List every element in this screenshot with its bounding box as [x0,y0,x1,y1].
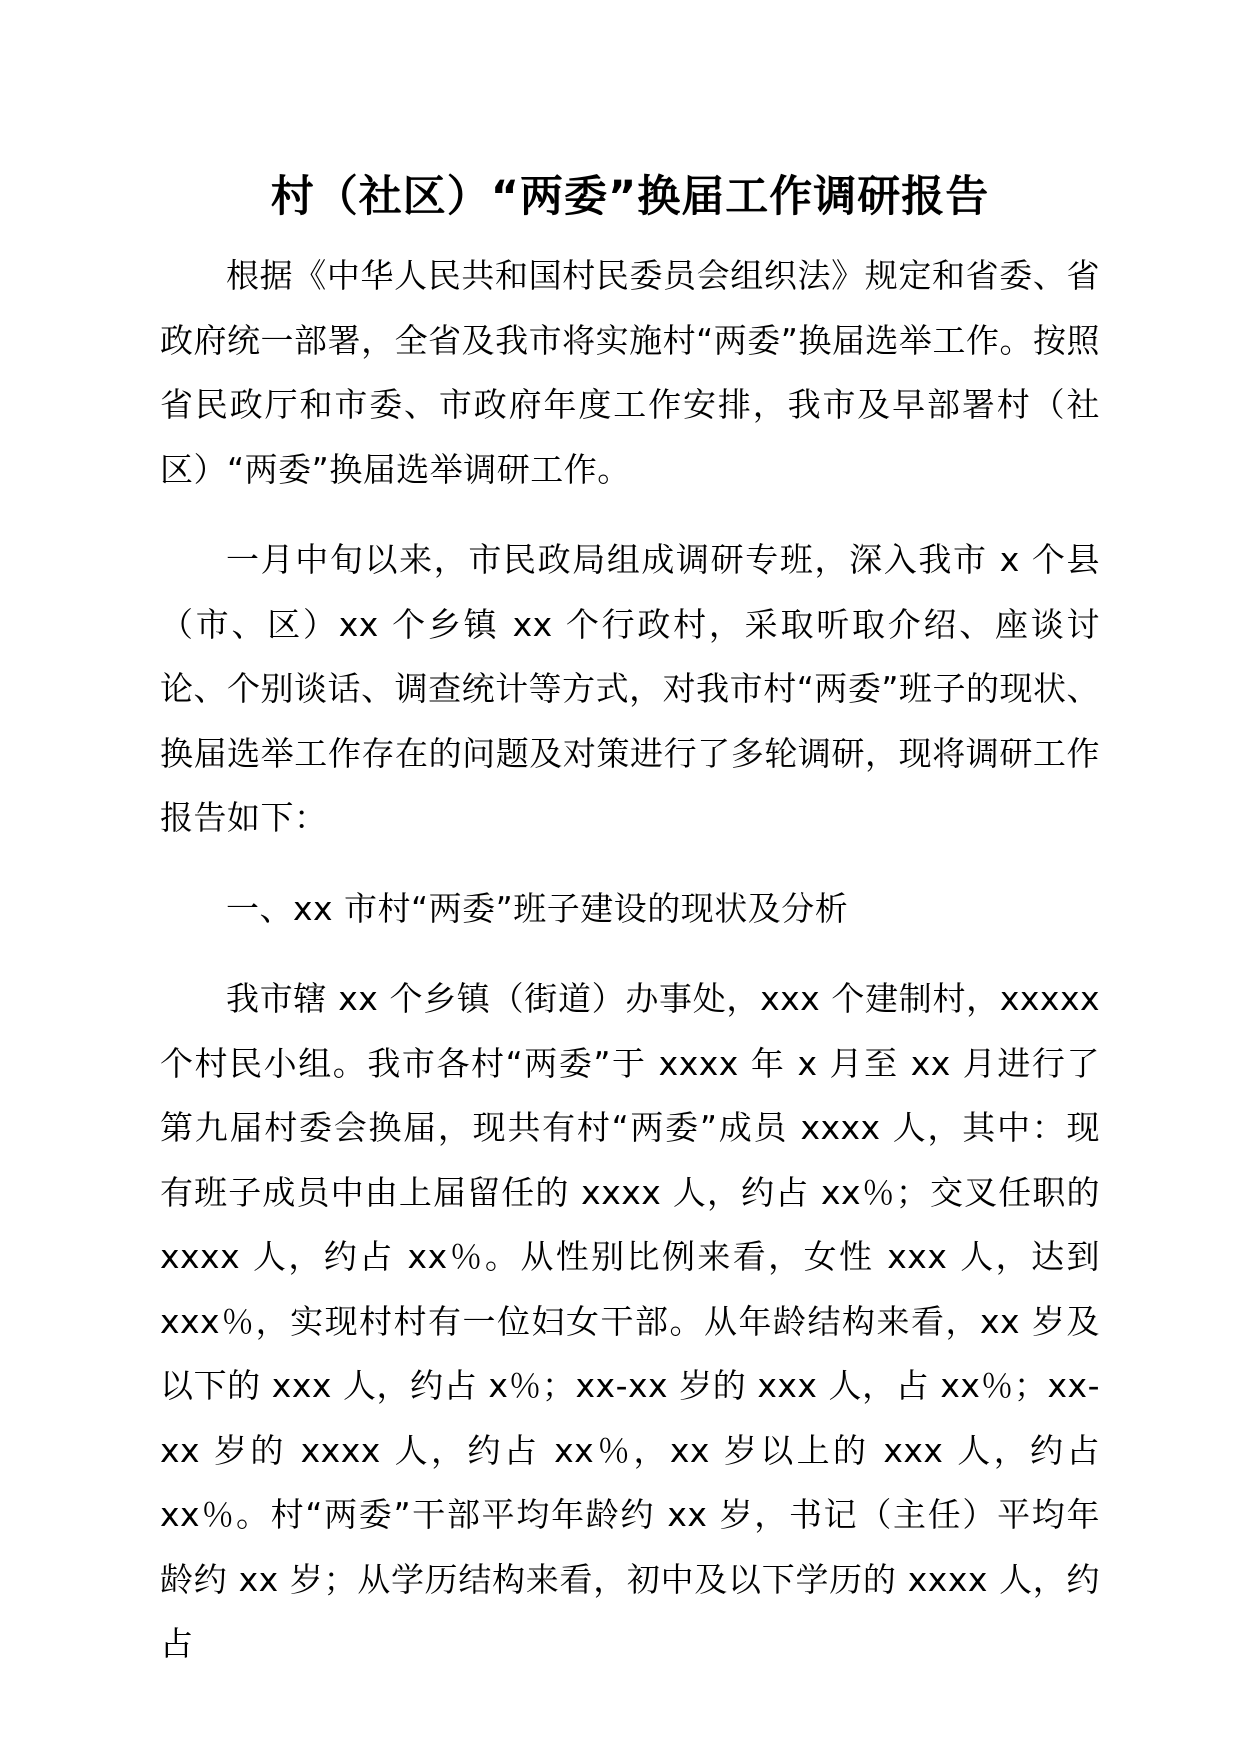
research-overview-paragraph: 一月中旬以来，市民政局组成调研专班，深入我市 x 个县（市、区）xx 个乡镇 xx 个行政村，采取听取介绍、座谈讨论、个别谈话、调查统计等方式，对我市村“两委”班子的现状、换届选举工作存在的问题及对策进行了多轮调研，现将调研工作报告如下： [160,540,1100,837]
document-title: 村（社区）“两委”换届工作调研报告 [270,172,990,222]
intro-paragraph: 根据《中华人民共和国村民委员会组织法》规定和省委、省政府统一部署，全省及我市将实施村“两委”换届选举工作。按照省民政厅和市委、市政府年度工作安排，我市及早部署村（社区）“两委”换届选举调研工作。 [160,256,1100,489]
document-page [160,160,1100,1703]
section-heading: 一、xx 市村“两委”班子建设的现状及分析 [226,888,849,928]
current-status-paragraph: 我市辖 xx 个乡镇（街道）办事处，xxx 个建制村，xxxxx 个村民小组。我市各村“两委”于 xxxx 年 x 月至 xx 月进行了第九届村委会换届，现共有村“两委”成员 xxxx 人，其中：现有班子成员中由上届留任的 xxxx 人，约占 xx％；交叉任职的 xxxx 人，约占 xx％。从性别比例来看，女性 xxx 人，达到 xxx％，实现村村有一位妇女干部。从年龄结构来看，xx 岁及以下的 xxx 人，约占 x％；xx-xx 岁的 xxx 人，占 xx％；xx-xx 岁的 xxxx 人，约占 xx％，xx 岁以上的 xxx 人，约占 xx％。村“两委”干部平均年龄约 xx 岁，书记（主任）平均年龄约 xx 岁；从学历结构来看，初中及以下学历的 xxxx 人，约占 [160,979,1100,1663]
